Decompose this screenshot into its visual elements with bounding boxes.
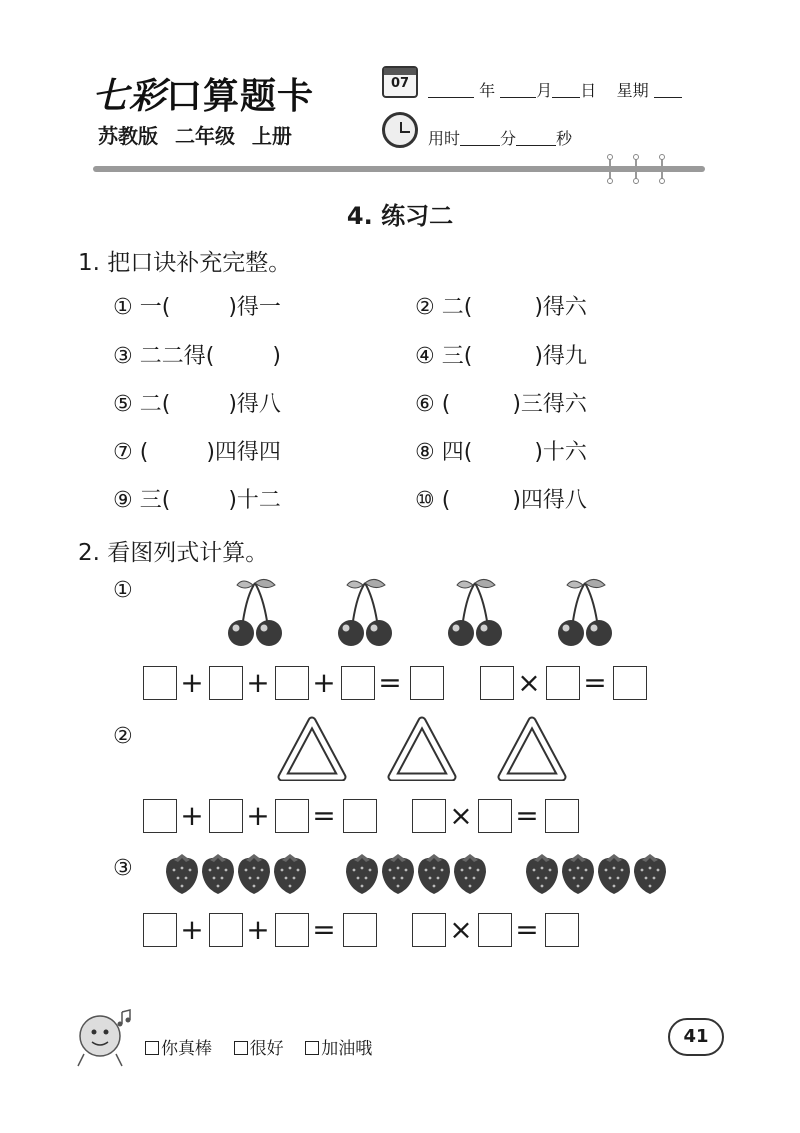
equals-sign: = bbox=[515, 799, 539, 832]
minute-blank[interactable] bbox=[460, 130, 500, 146]
answer-box[interactable] bbox=[478, 913, 512, 947]
second-label: 秒 bbox=[556, 129, 573, 148]
answer-box[interactable] bbox=[209, 666, 243, 700]
rating-label: 很好 bbox=[249, 1039, 284, 1059]
rhyme-item: ③ 二二得( ) bbox=[113, 344, 281, 369]
brand-title bbox=[92, 68, 314, 119]
rhyme-item: ② 二( )得六 bbox=[415, 295, 587, 320]
strawberry-group bbox=[526, 854, 666, 894]
plus-sign: + bbox=[180, 799, 204, 832]
section-1-title: 1. 把口诀补充完整。 bbox=[78, 250, 292, 276]
plus-sign: + bbox=[246, 799, 270, 832]
rating-label: 你真棒 bbox=[161, 1039, 212, 1059]
rhyme-item: ⑧ 四( )十六 bbox=[415, 440, 587, 465]
month-blank[interactable] bbox=[500, 82, 536, 98]
times-sign: × bbox=[449, 799, 473, 832]
day-label: 日 bbox=[580, 81, 597, 100]
answer-box[interactable] bbox=[412, 799, 446, 833]
answer-box[interactable] bbox=[410, 666, 444, 700]
stick-triangle bbox=[282, 721, 342, 777]
year-label: 年 bbox=[479, 81, 496, 100]
rhyme-item: ⑦ ( )四得四 bbox=[113, 440, 281, 465]
strawberry-group bbox=[346, 854, 486, 894]
rhyme-item: ⑨ 三( )十二 bbox=[113, 488, 281, 513]
equals-sign: = bbox=[378, 666, 402, 699]
year-blank[interactable] bbox=[428, 82, 474, 98]
plus-sign: + bbox=[246, 666, 270, 699]
self-rating bbox=[145, 1034, 372, 1059]
rhyme-item: ⑩ ( )四得八 bbox=[415, 488, 587, 513]
brand-title-b: 口算题卡 bbox=[166, 76, 315, 117]
day-blank[interactable] bbox=[552, 82, 580, 98]
rating-checkbox[interactable] bbox=[234, 1041, 248, 1055]
stick-triangle bbox=[392, 721, 452, 777]
answer-box[interactable] bbox=[275, 799, 309, 833]
times-sign: × bbox=[449, 913, 473, 946]
answer-box[interactable] bbox=[545, 799, 579, 833]
answer-box[interactable] bbox=[143, 666, 177, 700]
rhyme-item: ⑥ ( )三得六 bbox=[415, 392, 587, 417]
answer-box[interactable] bbox=[343, 913, 377, 947]
cherries-picture bbox=[215, 575, 615, 647]
answer-box[interactable] bbox=[546, 666, 580, 700]
cherry-pair bbox=[338, 579, 392, 646]
binder-ring-icon bbox=[631, 156, 641, 186]
calendar-icon bbox=[382, 66, 418, 98]
answer-box[interactable] bbox=[341, 666, 375, 700]
rating-checkbox[interactable] bbox=[305, 1041, 319, 1055]
answer-box[interactable] bbox=[275, 913, 309, 947]
answer-box[interactable] bbox=[613, 666, 647, 700]
weekday-label: 星期 bbox=[616, 81, 649, 100]
strawberries-picture bbox=[160, 850, 680, 896]
rating-label: 加油哦 bbox=[321, 1039, 373, 1059]
weekday-blank[interactable] bbox=[654, 82, 682, 98]
edition-label: 苏教版 二年级 上册 bbox=[98, 124, 292, 148]
plus-sign: + bbox=[180, 913, 204, 946]
brand-title-a: 七彩 bbox=[92, 76, 167, 117]
minute-label: 分 bbox=[500, 129, 517, 148]
calendar-day: 07 bbox=[390, 76, 410, 91]
answer-box[interactable] bbox=[143, 799, 177, 833]
answer-box[interactable] bbox=[209, 799, 243, 833]
answer-box[interactable] bbox=[343, 799, 377, 833]
date-line bbox=[428, 78, 682, 101]
binder-ring-icon bbox=[605, 156, 615, 186]
answer-box[interactable] bbox=[275, 666, 309, 700]
mascot-icon bbox=[70, 1004, 136, 1070]
problem-number: ② bbox=[113, 724, 133, 749]
second-blank[interactable] bbox=[516, 130, 556, 146]
answer-box[interactable] bbox=[478, 799, 512, 833]
page-number: 41 bbox=[668, 1018, 724, 1056]
equals-sign: = bbox=[583, 666, 607, 699]
month-label: 月 bbox=[536, 81, 553, 100]
cherry-pair bbox=[228, 579, 282, 646]
times-sign: × bbox=[517, 666, 541, 699]
time-line bbox=[428, 126, 572, 149]
section-2-title: 2. 看图列式计算。 bbox=[78, 540, 269, 566]
lesson-title: 4. 练习二 bbox=[346, 202, 454, 230]
rating-checkbox[interactable] bbox=[145, 1041, 159, 1055]
rhyme-item: ⑤ 二( )得八 bbox=[113, 392, 281, 417]
stick-triangle bbox=[502, 721, 562, 777]
plus-sign: + bbox=[246, 913, 270, 946]
answer-box[interactable] bbox=[545, 913, 579, 947]
answer-box[interactable] bbox=[143, 913, 177, 947]
equals-sign: = bbox=[312, 913, 336, 946]
answer-box[interactable] bbox=[480, 666, 514, 700]
clock-icon bbox=[382, 112, 418, 148]
plus-sign: + bbox=[312, 666, 336, 699]
time-label: 用时 bbox=[428, 129, 461, 148]
cherry-pair bbox=[448, 579, 502, 646]
rhyme-item: ④ 三( )得九 bbox=[415, 344, 587, 369]
strawberry-group bbox=[166, 854, 306, 894]
cherry-pair bbox=[558, 579, 612, 646]
rhyme-item: ① 一( )得一 bbox=[113, 295, 281, 320]
plus-sign: + bbox=[180, 666, 204, 699]
problem-number: ③ bbox=[113, 856, 133, 881]
answer-box[interactable] bbox=[412, 913, 446, 947]
equals-sign: = bbox=[312, 799, 336, 832]
stick-triangles-picture bbox=[270, 715, 570, 781]
problem-number: ① bbox=[113, 578, 133, 603]
equals-sign: = bbox=[515, 913, 539, 946]
binder-ring-icon bbox=[657, 156, 667, 186]
answer-box[interactable] bbox=[209, 913, 243, 947]
